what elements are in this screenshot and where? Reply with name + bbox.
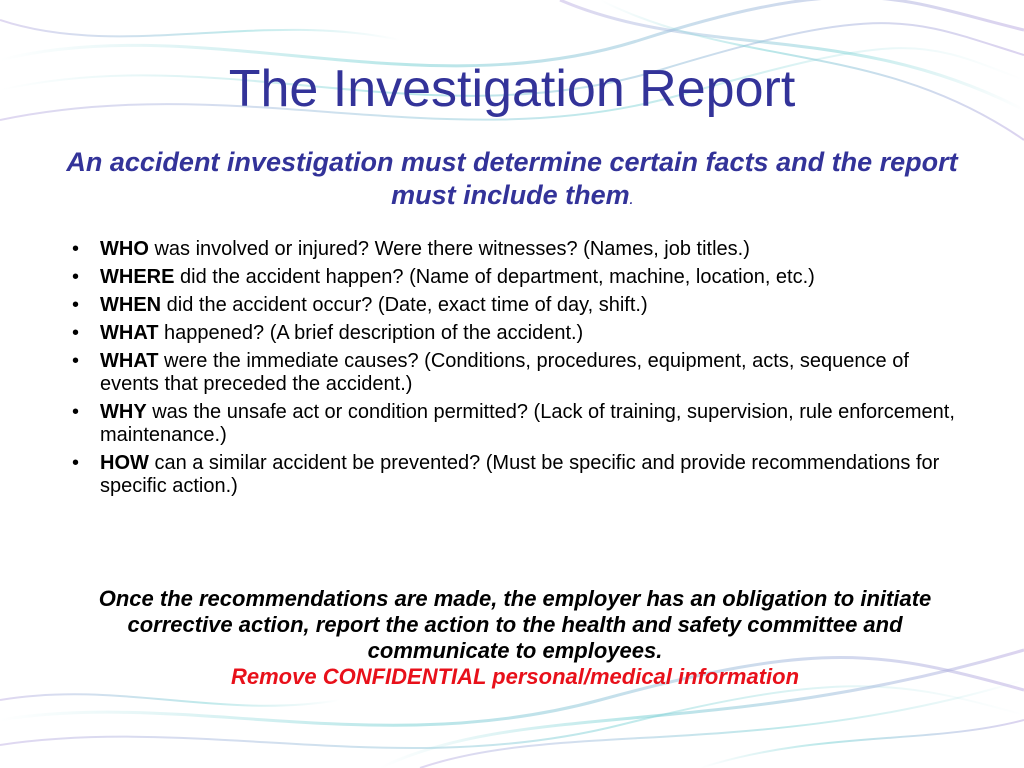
closing-statement [70, 586, 960, 690]
bullet-item [72, 266, 972, 289]
bullet-keyword: WHO [100, 238, 149, 260]
bullet-item [72, 452, 972, 498]
bullet-keyword: WHEN [100, 294, 162, 316]
bullet-item [72, 238, 972, 261]
bullet-keyword: WHAT [100, 350, 159, 372]
bullet-text: did the accident occur? (Date, exact time of day, shift.) [161, 294, 648, 316]
slide-title: The Investigation Report [228, 60, 796, 118]
bullet-text: happened? (A brief description of the accident.) [158, 322, 584, 344]
closing-text: Once the recommendations are made, the employer has an obligation to initiate corrective action, report the action to the health and safety committee and communicate to employees. [98, 586, 932, 663]
bullet-item [72, 294, 972, 317]
bullet-text: did the accident happen? (Name of department, machine, location, etc.) [174, 266, 815, 288]
bullet-icon: • [72, 322, 80, 344]
bullet-keyword: WHY [100, 401, 147, 423]
bullet-icon: • [72, 238, 80, 260]
confidential-warning: Remove CONFIDENTIAL personal/medical information [230, 664, 800, 689]
bullet-keyword: HOW [100, 452, 149, 474]
bullet-icon: • [72, 294, 80, 316]
bullet-text: was the unsafe act or condition permitted? (Lack of training, supervision, rule enforcement, maintenance.) [100, 401, 955, 446]
bullet-icon: • [72, 266, 80, 288]
bullet-keyword: WHAT [100, 322, 159, 344]
subtitle-text: An accident investigation must determine certain facts and the report must include them [66, 147, 958, 210]
bullet-item [72, 322, 972, 345]
bullet-item [72, 350, 972, 396]
bullet-text: was involved or injured? Were there witnesses? (Names, job titles.) [148, 238, 750, 260]
bullet-icon: • [72, 452, 80, 474]
bullet-item [72, 401, 972, 447]
bullet-keyword: WHERE [100, 266, 175, 288]
bullet-icon: • [72, 401, 80, 423]
bullet-text: were the immediate causes? (Conditions, procedures, equipment, acts, sequence of events that preceded the accident.) [100, 350, 909, 395]
bullet-icon: • [72, 350, 80, 372]
fact-bullet-list [72, 238, 972, 503]
subtitle-trailing-dot: . [629, 193, 633, 207]
bullet-text: can a similar accident be prevented? (Must be specific and provide recommendations for specific action.) [100, 452, 940, 497]
slide-subtitle [60, 146, 964, 217]
